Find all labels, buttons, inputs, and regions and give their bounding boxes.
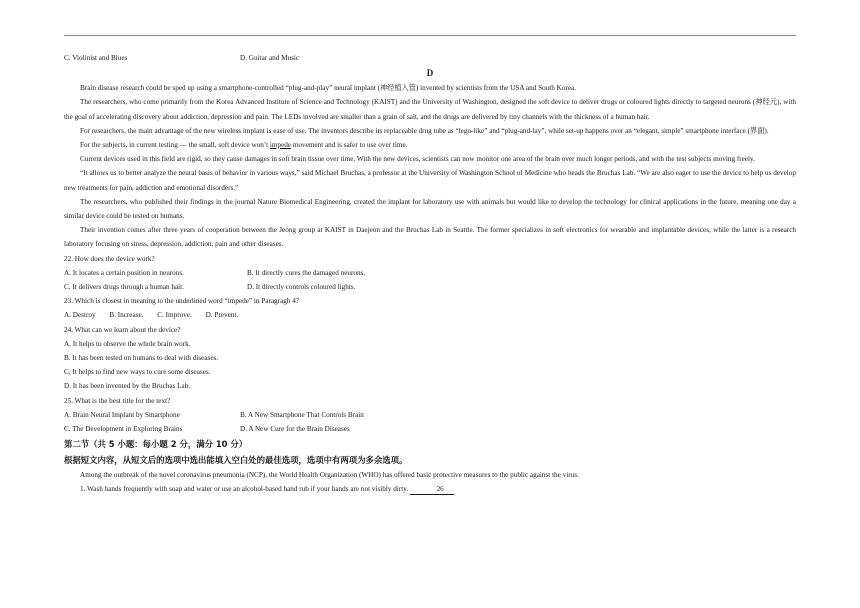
paragraph-4-start: For the subjects, in current testing — the small, soft device won’t	[80, 141, 270, 149]
option-d: D. Guitar and Music	[240, 54, 300, 62]
section-2-title: 第二节（共 5 小题：每小题 2 分，满分 10 分）	[64, 439, 248, 450]
paragraph-8: Their invention comes after three years of cooperation between the Jeong group at KAIST in Daejeon and the Bruchas Lab in Seattle. The former specializes in soft electronics for wearable and implantable devices, while the latter is a research laboratory focusing on stress, depression, addiction, pain and other diseases.	[64, 226, 796, 249]
paragraph-6: “It allows us to better analyze the neural basis of behavior in various ways,” said Michael Bruchas, a professor at the University of Washington School of Medicine who heads the Bruchas Lab. “We are also eager to use the device to help us develop new treatments for pain, addiction and emotional disorders.”	[64, 169, 796, 192]
question-22-options-cd	[64, 280, 796, 294]
question-22-options-ab	[64, 266, 796, 280]
paragraph-5: Current devices used in this field are rigid, so they cause damages in soft brain tissue over time. With the new devices, scientists can now monitor one area of the brain over much longer periods, and with the test subjects moving freely.	[80, 155, 755, 164]
q24-option-c: C. It helps to find new ways to cure some diseases.	[64, 368, 211, 377]
question-25-stem: 25. What is the best title for the text?	[64, 396, 171, 405]
q23-option-a: A. Destroy	[64, 311, 96, 320]
paragraph-2: The researchers, who come primarily from the Korea Advanced Institute of Science and Technology (KAIST) and the University of Washington, designed the soft device to deliver drugs or coloured lights directly to targeted neurons (神经元), with the goal of accelerating discovery about addiction, depression and pain. The LEDs involved are smaller than a grain of salt, and the drugs are delivered by tiny channels with the thickness of a human hair.	[64, 98, 796, 121]
q23-option-d: D. Prevent.	[205, 311, 239, 320]
previous-question-options	[64, 51, 796, 65]
question-23-stem: 23. Which is closest in meaning to the underlined word “impede” in Paragragh 4?	[64, 297, 299, 306]
q24-option-d: D. It has been invented by the Bruchas Lab.	[64, 382, 191, 391]
q22-option-c: C. It delivers drugs through a human hair.	[64, 283, 184, 291]
q22-option-d: D. It directly controls coloured lights.	[247, 283, 356, 291]
question-23-options	[64, 308, 796, 322]
section-2-item-1	[64, 482, 796, 496]
q23-option-b: B. Increase.	[109, 311, 144, 320]
paragraph-3: For researchers, the main advantage of the new wireless implant is ease of use. The inventors describe its replaceable drug tube as “lego-like” and “plug-and-lay”, while set-up happens over an “elegant, simple” smartphone interface (界面).	[80, 126, 769, 135]
q25-option-b: B. A New Smartphone That Controls Brain	[240, 410, 364, 419]
section-2-intro: Among the outbreak of the novel coronavirus pneumonia (NCP), the World Health Organization (WHO) has offered basic protective measures to the public against the virus.	[80, 471, 579, 480]
q23-option-c: C. Improve.	[157, 311, 192, 320]
underlined-word: impede	[269, 141, 292, 149]
q24-option-b: B. It has been tested on humans to deal with diseases.	[64, 353, 219, 362]
paragraph-1: Brain disease research could be sped up using a smartphone-controlled “plug-and-play” neural implant (神经植入管) invented by scientists from the USA and South Korea.	[80, 84, 577, 93]
question-25-options-cd	[64, 422, 796, 436]
q22-option-b: B. It directly cures the damaged neurons.	[247, 268, 366, 277]
question-24-stem: 24. What can we learn about the device?	[64, 325, 181, 334]
question-25-options-ab	[64, 408, 796, 422]
paragraph-4	[64, 138, 796, 152]
q22-option-a: A. It locates a certain position in neurons.	[64, 268, 184, 277]
q25-option-a: A. Brain Neural Implant by Smartphone	[64, 410, 180, 419]
q25-option-d: D. A New Cure for the Brain Diseases	[240, 424, 350, 433]
passage-heading: D	[426, 68, 434, 79]
question-22-stem: 22. How does the device work?	[64, 254, 155, 263]
q25-option-c: C. The Development in Exploring Brains	[64, 424, 183, 433]
header-rule	[64, 35, 796, 36]
exam-page	[64, 51, 796, 496]
item-1-text: 1. Wash hands frequently with soap and water or use an alcohol-based hand rub if your hands are not visibly dirty.	[80, 485, 409, 494]
q24-option-a: A. It helps to observe the whole brain work.	[64, 339, 191, 348]
section-2-instruction: 根据短文内容，从短文后的选项中选出能填入空白处的最佳选项，选项中有两项为多余选项。	[64, 455, 408, 466]
paragraph-7: The researchers, who published their findings in the journal Nature Biomedical Engineering, created the implant for laboratory use with animals but would like to develop the technology for clinical applications in the future, meaning one day a similar device could be tested on humans.	[64, 197, 796, 221]
option-c: C. Violinist and Blues	[64, 54, 128, 62]
paragraph-4-end: movement and is safer to use over time.	[291, 141, 408, 149]
answer-blank-26: 26	[410, 485, 454, 495]
